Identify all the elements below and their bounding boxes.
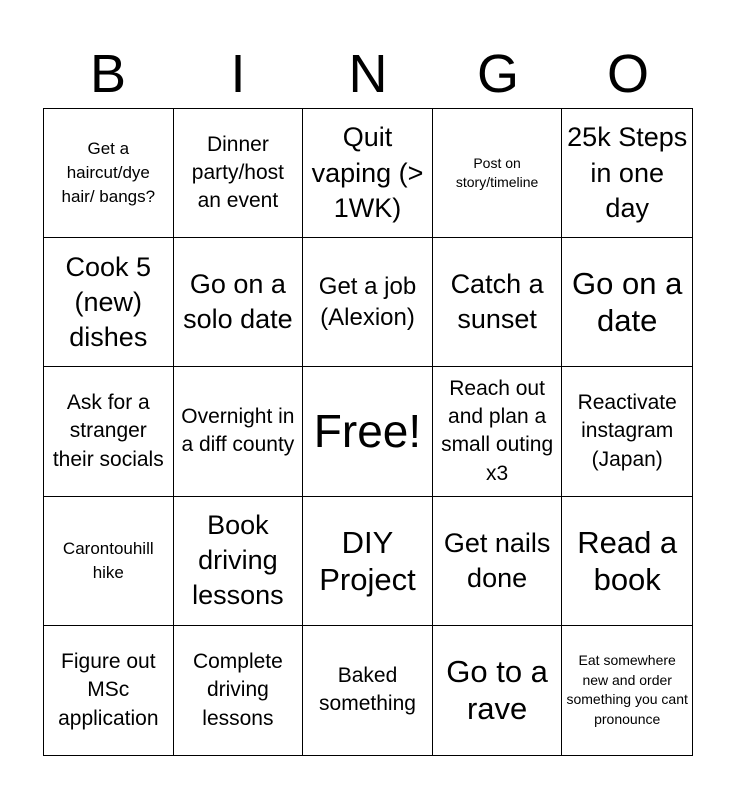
cell-text: Post on story/timeline [455, 154, 539, 191]
cell-text: Reach out and plan a small outing x3 [441, 376, 554, 485]
cell-text: Go on a date [572, 266, 683, 339]
bingo-cell[interactable] [562, 367, 692, 496]
bingo-header [43, 40, 693, 108]
bingo-cell[interactable] [174, 238, 304, 367]
bingo-cell[interactable] [562, 626, 692, 755]
bingo-cell[interactable] [174, 497, 304, 626]
bingo-cell[interactable] [44, 367, 174, 496]
bingo-cell[interactable] [562, 238, 692, 367]
cell-text: Go on a solo date [183, 269, 293, 335]
bingo-cell[interactable] [44, 497, 174, 626]
bingo-cell[interactable] [303, 238, 433, 367]
cell-text: Reactivate instagram (Japan) [577, 390, 677, 471]
header-letter-n: N [348, 44, 388, 104]
bingo-cell[interactable] [303, 626, 433, 755]
bingo-cell[interactable] [44, 238, 174, 367]
cell-text: Go to a rave [446, 654, 548, 727]
cell-text: Eat somewhere new and order something you cant pronounce [566, 652, 688, 727]
bingo-cell[interactable] [433, 367, 563, 496]
bingo-cell[interactable] [303, 109, 433, 238]
bingo-cell[interactable] [174, 626, 304, 755]
cell-text: Baked something [319, 664, 416, 716]
bingo-cell[interactable] [433, 109, 563, 238]
free-space-text: Free! [313, 405, 422, 458]
cell-text: Ask for a stranger their socials [52, 390, 164, 471]
bingo-cell[interactable] [44, 109, 174, 238]
cell-text: Overnight in a diff county [181, 405, 295, 457]
cell-text: Read a book [577, 524, 678, 597]
bingo-board [43, 108, 693, 756]
cell-text: 25k Steps in one day [567, 122, 688, 223]
header-letter-b: B [89, 44, 127, 104]
bingo-cell[interactable] [44, 626, 174, 755]
bingo-cell[interactable] [174, 367, 304, 496]
header-letter-g: G [476, 44, 519, 104]
cell-text: Book driving lessons [192, 510, 284, 611]
bingo-cell[interactable] [562, 109, 692, 238]
cell-text: Get a job (Alexion) [318, 273, 417, 332]
bingo-cell[interactable] [433, 497, 563, 626]
header-letter-o: O [606, 44, 649, 104]
bingo-cell[interactable] [433, 238, 563, 367]
bingo-cell[interactable] [562, 497, 692, 626]
cell-text: Complete driving lessons [192, 649, 283, 730]
cell-text: Catch a sunset [450, 269, 544, 335]
header-letter-i: I [230, 44, 246, 104]
cell-text: Cook 5 (new) dishes [65, 251, 152, 352]
bingo-cell[interactable] [303, 497, 433, 626]
cell-text: Figure out MSc application [58, 649, 159, 730]
cell-text: DIY Project [319, 524, 416, 597]
cell-text: Dinner party/host an event [191, 132, 284, 213]
cell-text: Get a haircut/dye hair/ bangs? [61, 139, 156, 206]
bingo-cell[interactable] [433, 626, 563, 755]
cell-text: Quit vaping (> 1WK) [311, 122, 424, 223]
cell-text: Get nails done [443, 527, 551, 593]
bingo-cell[interactable] [174, 109, 304, 238]
cell-text: Carontouhill hike [62, 538, 154, 582]
free-space-cell[interactable] [303, 367, 433, 496]
